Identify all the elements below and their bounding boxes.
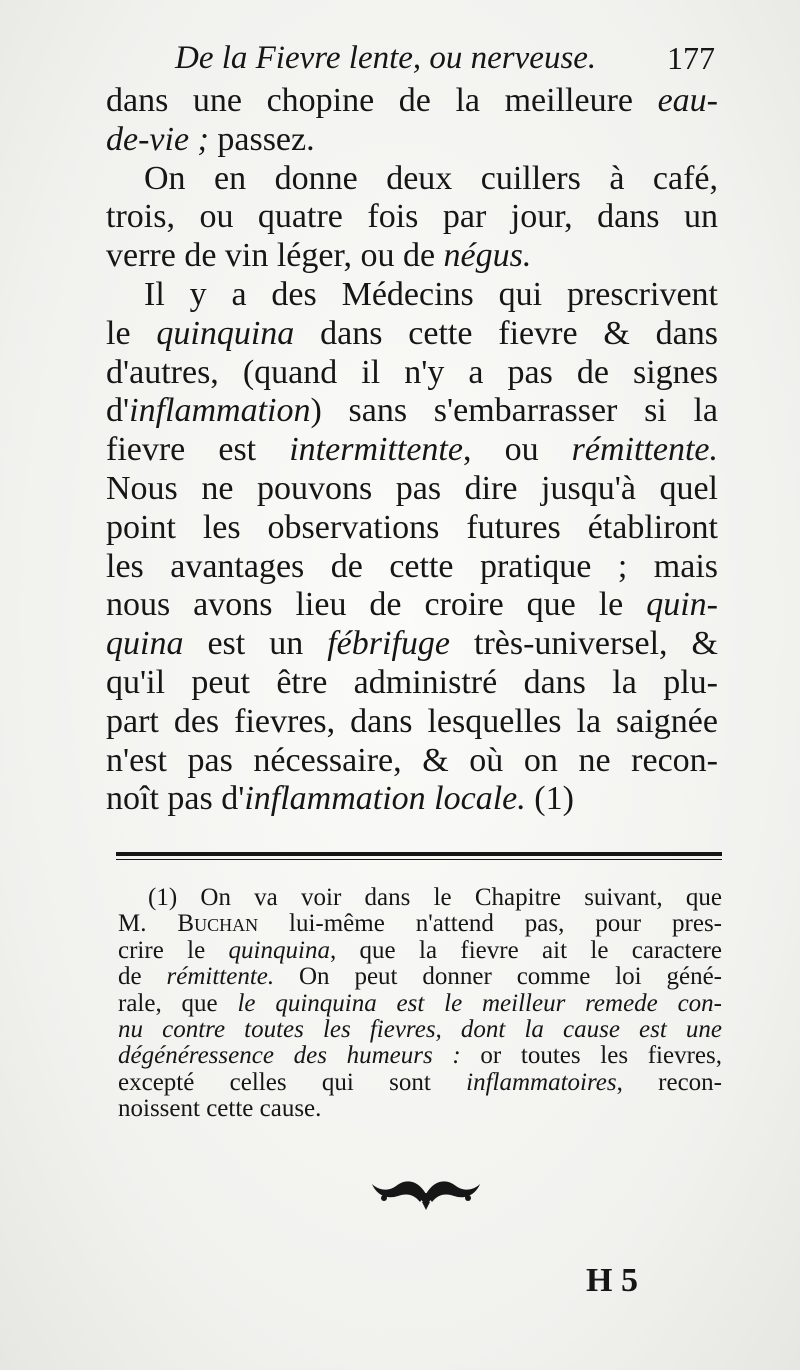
footnote-line [118,991,722,1017]
running-title: De la Fievre lente, ou nerveuse. [175,40,597,76]
footnote [118,885,722,1123]
fleuron-ornament-icon [366,1172,486,1212]
footnote-line [118,1096,722,1122]
italic-text: eau- [657,82,718,119]
text-run: nous avons lieu de croire que le [106,586,647,624]
text-run: d' [106,392,130,430]
footnote-separator-rule [116,852,722,856]
text-line [106,470,718,509]
text-run: dans une chopine de la meilleure [106,82,658,119]
text-run: rale, que [118,989,238,1017]
text-run: crire le [118,936,229,964]
text-run: Nous ne pouvons pas dire jusqu'à quel [106,469,718,507]
footnote-line [118,1017,722,1043]
text-run: On peut donner comme loi géné- [274,963,722,991]
italic-text: inflammation locale. [244,780,526,818]
text-run: point les observations futures établiront [106,508,718,546]
text-line [106,276,718,315]
text-run: , recon- [616,1068,722,1096]
main-text [106,82,718,819]
text-line [106,586,718,625]
text-run: verre de vin léger, ou de [106,237,444,275]
signature-mark: H 5 [586,1262,638,1299]
italic-text: rémittente. [571,431,719,469]
text-line [106,548,718,587]
italic-text: nu contre toutes les fievres, dont la cause est une [118,1015,722,1043]
text-run: noît pas d' [106,780,245,818]
text-run: , ou [462,431,572,469]
italic-text: inflammatoires [466,1068,617,1096]
text-run: ) sans s'embarrasser si la [310,392,718,430]
text-run: passez. [208,120,315,158]
footnote-line [118,1070,722,1096]
text-run: trois, ou quatre fois par jour, dans un [106,198,718,236]
text-run: part des fievres, dans lesquelles la saignée [106,702,718,740]
text-run: dans cette fievre & dans [294,314,718,352]
text-line [106,431,718,470]
text-run: les avantages de cette pratique ; mais [106,547,718,585]
italic-text: négus. [443,237,532,275]
text-line [106,198,718,237]
text-run: d'autres, (quand il n'y a pas de signes [106,353,718,391]
text-line [106,237,718,276]
text-line [106,780,718,819]
text-run: (1) On va voir dans le Chapitre suivant, que [148,884,722,911]
text-line [106,121,718,160]
text-run: lui-même n'attend pas, pour pres- [258,910,722,938]
italic-text: fébrifuge [327,625,450,663]
text-line [106,82,718,121]
text-run: n'est pas nécessaire, & où on ne recon- [106,741,718,779]
text-line [106,742,718,781]
italic-text: intermittente [289,431,463,469]
footnote-line [118,911,722,937]
text-line [106,160,718,199]
text-run: Il y a des Médecins qui prescrivent [144,275,718,313]
text-run: noissent cette cause. [118,1095,322,1123]
text-run: M. [118,910,178,938]
footnote-line [118,1043,722,1069]
small-caps-name: Buchan [177,910,259,938]
italic-text: quin- [646,586,718,624]
text-run: (1) [525,780,574,818]
footnote-line [118,885,722,911]
text-line [106,354,718,393]
text-line [106,703,718,742]
text-line [106,664,718,703]
text-run: de [118,963,167,991]
text-run: qu'il peut être administré dans la plu- [106,663,718,701]
text-line [106,509,718,548]
italic-text: de-vie ; [106,120,209,158]
running-header [175,40,715,84]
text-run: excepté celles qui sont [118,1068,467,1096]
italic-text: quina [106,625,184,663]
text-line [106,315,718,354]
italic-text: quinquina [228,936,330,964]
footnote-line [118,964,722,990]
italic-text: dégénéressence des humeurs : [118,1042,461,1070]
text-run: , que la fievre ait le caractere [329,936,722,964]
italic-text: le quinquina est le meilleur remede con- [237,989,722,1017]
text-run: le [106,314,157,352]
italic-text: quinquina [156,314,295,352]
footnote-line [118,938,722,964]
text-run: or toutes les fievres, [460,1042,722,1070]
text-run: On en donne deux cuillers à café, [144,159,718,197]
italic-text: rémittente. [166,963,275,991]
text-run: fievre est [106,431,290,469]
page-number: 177 [667,40,715,76]
text-run: très-universel, & [450,625,718,663]
italic-text: inflammation [129,392,311,430]
text-run: est un [183,625,328,663]
footnote-separator-thin-rule [116,859,722,860]
text-line [106,625,718,664]
text-line [106,392,718,431]
